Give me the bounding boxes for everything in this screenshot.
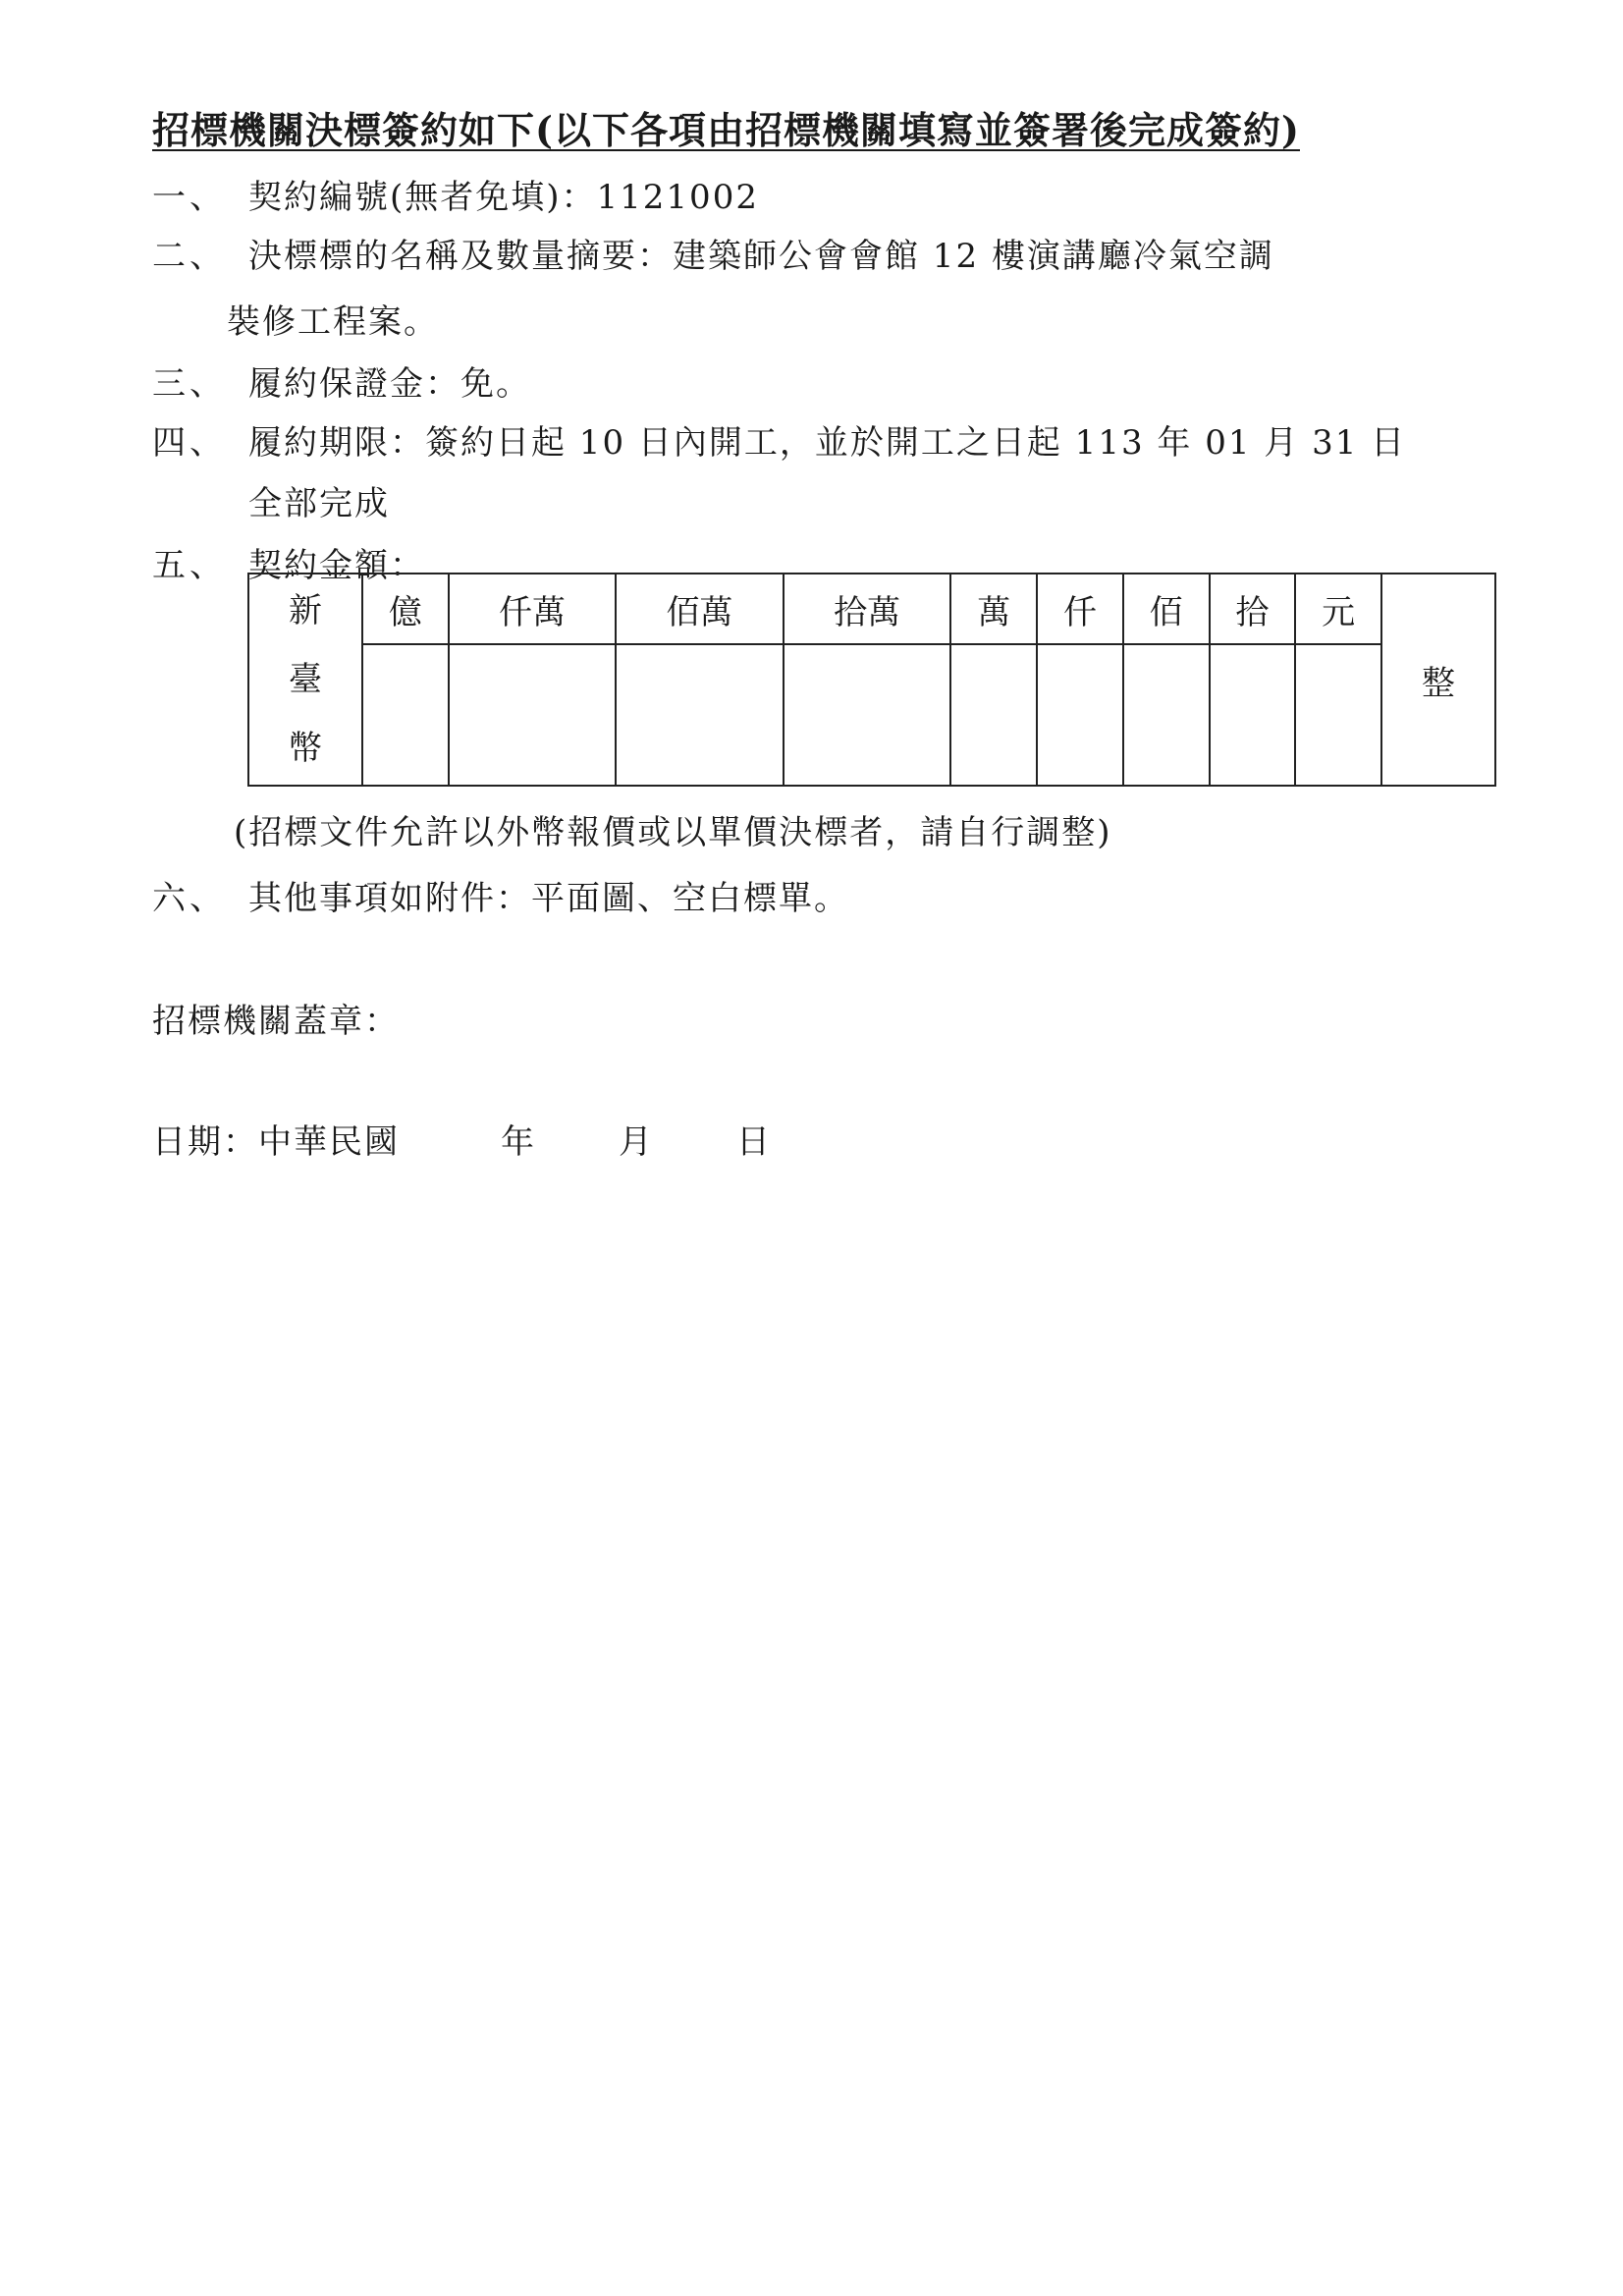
date-label: 日期：中華民國: [152, 1122, 400, 1162]
agency-seal-label: 招標機關蓋章：: [152, 1002, 400, 1041]
amount-value-cell[interactable]: [950, 644, 1037, 786]
unit-header-baiwan: 佰萬: [616, 574, 784, 644]
date-day-label: 日: [736, 1122, 772, 1162]
currency-note: (招標文件允許以外幣報價或以單價決標者，請自行調整): [234, 813, 1112, 852]
unit-header-wan: 萬: [950, 574, 1037, 644]
amount-value-cell[interactable]: [1123, 644, 1210, 786]
unit-header-bai: 佰: [1123, 574, 1210, 644]
amount-value-cell[interactable]: [1295, 644, 1381, 786]
amount-value-cell[interactable]: [1210, 644, 1296, 786]
amount-value-cell[interactable]: [784, 644, 951, 786]
date-year-label: 年: [501, 1122, 536, 1162]
performance-period-line: 履約期限：簽約日起 10 日內開工，並於開工之日起 113 年 01 月 31 日: [248, 423, 1407, 463]
unit-header-yuan: 元: [1295, 574, 1381, 644]
unit-header-shi: 拾: [1210, 574, 1296, 644]
item-number-5: 五、: [152, 546, 227, 585]
unit-header-yi: 億: [362, 574, 449, 644]
unit-header-shiwan: 拾萬: [784, 574, 951, 644]
award-subject-continuation: 裝修工程案。: [227, 302, 439, 342]
amount-value-cell[interactable]: [449, 644, 617, 786]
whole-cell: 整: [1381, 574, 1495, 786]
amount-value-cell[interactable]: [1037, 644, 1123, 786]
contract-number-line: 契約編號(無者免填)：1121002: [248, 178, 759, 217]
date-month-label: 月: [619, 1122, 654, 1162]
document-title: 招標機關決標簽約如下(以下各項由招標機關填寫並簽署後完成簽約): [152, 108, 1300, 152]
currency-cell: [248, 574, 362, 786]
amount-value-cell[interactable]: [616, 644, 784, 786]
other-matters-line: 其他事項如附件：平面圖、空白標單。: [248, 879, 849, 918]
amount-value-cell[interactable]: [362, 644, 449, 786]
currency-char: 臺: [289, 660, 322, 699]
unit-header-qianwan: 仟萬: [449, 574, 617, 644]
item-number-2: 二、: [152, 237, 227, 276]
item-number-4: 四、: [152, 423, 227, 463]
item-number-1: 一、: [152, 178, 227, 217]
item-number-6: 六、: [152, 879, 227, 918]
contract-amount-label: 契約金額：: [248, 546, 425, 585]
currency-char: 新: [289, 591, 322, 630]
unit-header-qian: 仟: [1037, 574, 1123, 644]
item-number-3: 三、: [152, 364, 227, 404]
performance-period-continuation: 全部完成: [248, 484, 390, 523]
currency-char: 幣: [289, 729, 322, 768]
award-subject-line: 決標標的名稱及數量摘要：建築師公會會館 12 樓演講廳冷氣空調: [248, 237, 1274, 276]
contract-amount-table: [247, 573, 1496, 787]
performance-bond-line: 履約保證金：免。: [248, 364, 531, 404]
